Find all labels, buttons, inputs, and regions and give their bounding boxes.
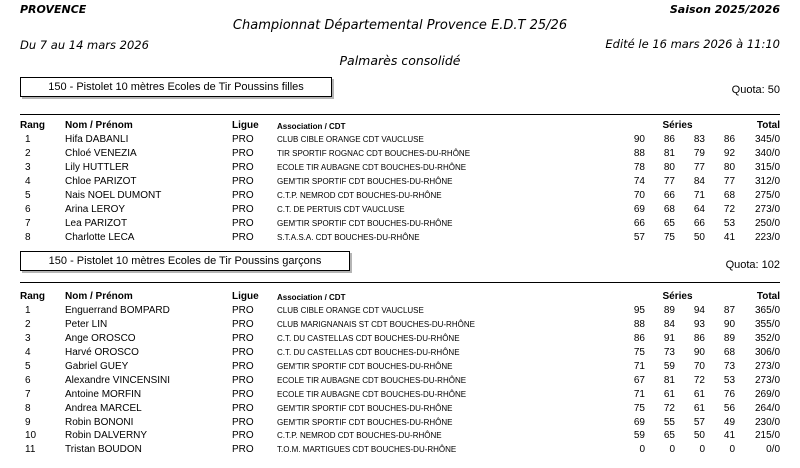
association-cell: CLUB CIBLE ORANGE CDT VAUCLUSE xyxy=(277,306,424,316)
table-row xyxy=(20,189,780,203)
series-cell: 74 xyxy=(633,176,645,188)
series-cell: 68 xyxy=(663,203,675,215)
rank-cell: 4 xyxy=(25,176,31,188)
rank-cell: 2 xyxy=(25,319,31,331)
table-row xyxy=(20,346,780,360)
total-cell: 365/0 xyxy=(755,305,781,317)
name-cell: Nais NOEL DUMONT xyxy=(65,190,162,201)
series-cell: 0 xyxy=(729,444,736,456)
series-cell: 66 xyxy=(693,217,705,229)
results-table-garcons xyxy=(20,287,780,457)
series-cell: 84 xyxy=(693,176,705,188)
table-row xyxy=(20,332,780,346)
series-cell: 71 xyxy=(633,361,645,372)
rank-cell: 2 xyxy=(25,148,31,160)
rank-cell: 5 xyxy=(25,361,31,372)
table-row xyxy=(20,429,780,443)
table-top-rule xyxy=(20,114,780,115)
series-cell: 49 xyxy=(723,416,736,428)
name-cell: Antoine MORFIN xyxy=(65,388,142,400)
series-cell: 64 xyxy=(693,203,705,215)
table-row xyxy=(20,443,780,457)
column-header-total: Total xyxy=(756,120,781,131)
total-cell: 0/0 xyxy=(766,444,781,456)
rank-cell: 7 xyxy=(25,388,31,400)
league-cell: PRO xyxy=(232,134,254,146)
total-cell: 230/0 xyxy=(755,416,781,428)
association-cell: C.T.P. NEMROD CDT BOUCHES-DU-RHÔNE xyxy=(277,431,442,441)
series-cell: 61 xyxy=(693,388,705,400)
league-cell: PRO xyxy=(232,361,254,372)
series-cell: 80 xyxy=(663,162,675,174)
table-row xyxy=(20,147,780,161)
series-cell: 0 xyxy=(699,444,705,456)
series-cell: 75 xyxy=(633,347,645,359)
series-cell: 50 xyxy=(693,231,705,243)
name-cell: Chloe PARIZOT xyxy=(65,176,137,188)
region-label: PROVENCE xyxy=(20,3,87,16)
series-cell: 92 xyxy=(723,148,736,160)
league-cell: PRO xyxy=(232,347,254,359)
series-cell: 57 xyxy=(693,416,705,428)
rank-cell: 9 xyxy=(25,416,31,428)
series-cell: 67 xyxy=(633,374,645,386)
series-cell: 75 xyxy=(633,402,645,414)
series-cell: 65 xyxy=(663,430,675,442)
table-row xyxy=(20,133,780,147)
series-cell: 59 xyxy=(633,430,645,442)
series-cell: 81 xyxy=(663,374,675,386)
total-cell: 273/0 xyxy=(755,374,781,386)
association-cell: GEM'TIR SPORTIF CDT BOUCHES-DU-RHÔNE xyxy=(277,177,453,187)
name-cell: Peter LIN xyxy=(65,319,108,331)
total-cell: 340/0 xyxy=(755,148,781,160)
series-cell: 75 xyxy=(663,231,675,243)
total-cell: 215/0 xyxy=(755,430,781,442)
table-row xyxy=(20,175,780,189)
series-cell: 77 xyxy=(663,176,675,188)
association-cell: CLUB MARIGNANAIS ST CDT BOUCHES-DU-RHÔNE xyxy=(277,320,475,330)
series-cell: 50 xyxy=(693,430,705,442)
league-cell: PRO xyxy=(232,333,254,345)
table-row xyxy=(20,304,780,318)
total-cell: 264/0 xyxy=(755,402,781,414)
rank-cell: 7 xyxy=(25,217,31,229)
series-cell: 77 xyxy=(693,162,705,174)
total-cell: 273/0 xyxy=(755,203,781,215)
name-cell: Arina LEROY xyxy=(65,203,126,215)
name-cell: Lea PARIZOT xyxy=(65,217,128,229)
total-cell: 345/0 xyxy=(755,134,781,146)
league-cell: PRO xyxy=(232,203,254,215)
table-row xyxy=(20,161,780,175)
season-label: Saison 2025/2026 xyxy=(669,3,780,16)
column-header-total: Total xyxy=(756,291,781,302)
total-cell: 355/0 xyxy=(755,319,781,331)
association-cell: T.O.M. MARTIGUES CDT BOUCHES-DU-RHÔNE xyxy=(277,445,457,455)
series-cell: 93 xyxy=(693,319,705,331)
league-cell: PRO xyxy=(232,416,254,428)
series-cell: 72 xyxy=(723,203,736,215)
series-cell: 84 xyxy=(663,319,675,331)
total-cell: 223/0 xyxy=(755,231,781,243)
column-header-series: Séries xyxy=(662,120,693,131)
series-cell: 65 xyxy=(663,217,675,229)
series-cell: 87 xyxy=(723,305,736,317)
section-title-box-garcons: 150 - Pistolet 10 mètres Ecoles de Tir Poussins garçons xyxy=(20,251,350,271)
name-cell: Lily HUTTLER xyxy=(65,162,129,174)
league-cell: PRO xyxy=(232,319,254,331)
series-cell: 86 xyxy=(633,333,645,345)
series-cell: 41 xyxy=(723,231,736,243)
column-header-league: Ligue xyxy=(232,120,259,131)
table-row xyxy=(20,373,780,387)
association-cell: C.T. DU CASTELLAS CDT BOUCHES-DU-RHÔNE xyxy=(277,348,460,358)
series-cell: 77 xyxy=(723,176,736,188)
league-cell: PRO xyxy=(232,162,254,174)
column-header-rank: Rang xyxy=(20,120,45,131)
league-cell: PRO xyxy=(232,430,254,442)
league-cell: PRO xyxy=(232,217,254,229)
series-cell: 79 xyxy=(693,148,705,160)
name-cell: Gabriel GUEY xyxy=(65,361,129,372)
name-cell: Chloé VENEZIA xyxy=(65,148,137,160)
rank-cell: 5 xyxy=(25,190,31,201)
series-cell: 71 xyxy=(693,190,705,201)
total-cell: 352/0 xyxy=(755,333,781,345)
series-cell: 66 xyxy=(663,190,675,201)
series-cell: 73 xyxy=(663,347,675,359)
page-subtitle: Palmarès consolidé xyxy=(339,53,461,68)
name-cell: Robin BONONI xyxy=(65,416,134,428)
series-cell: 94 xyxy=(693,305,705,317)
association-cell: C.T. DE PERTUIS CDT VAUCLUSE xyxy=(277,204,405,214)
rank-cell: 1 xyxy=(25,134,31,146)
series-cell: 86 xyxy=(663,134,675,146)
name-cell: Alexandre VINCENSINI xyxy=(65,374,171,386)
series-cell: 56 xyxy=(723,402,736,414)
column-header-name: Nom / Prénom xyxy=(65,120,133,131)
series-cell: 80 xyxy=(723,162,736,174)
name-cell: Robin DALVERNY xyxy=(65,430,148,442)
table-body-garcons xyxy=(20,304,780,457)
table-row xyxy=(20,415,780,429)
series-cell: 57 xyxy=(633,231,645,243)
series-cell: 61 xyxy=(693,402,705,414)
rank-cell: 8 xyxy=(25,402,31,414)
series-cell: 72 xyxy=(663,402,675,414)
rank-cell: 3 xyxy=(25,333,31,345)
table-header xyxy=(20,287,780,304)
league-cell: PRO xyxy=(232,444,254,456)
table-row xyxy=(20,230,780,244)
series-cell: 73 xyxy=(723,361,736,372)
league-cell: PRO xyxy=(232,402,254,414)
series-cell: 76 xyxy=(723,388,736,400)
series-cell: 55 xyxy=(663,416,675,428)
quota-label-garcons: Quota: 102 xyxy=(725,259,780,271)
column-header-league: Ligue xyxy=(232,291,259,302)
association-cell: ECOLE TIR AUBAGNE CDT BOUCHES-DU-RHÔNE xyxy=(277,163,467,173)
series-cell: 89 xyxy=(663,305,675,317)
series-cell: 78 xyxy=(633,162,645,174)
column-header-rank: Rang xyxy=(20,291,45,302)
table-row xyxy=(20,202,780,216)
series-cell: 90 xyxy=(633,134,645,146)
series-cell: 70 xyxy=(633,190,645,201)
rank-cell: 8 xyxy=(25,231,31,243)
column-header-name: Nom / Prénom xyxy=(65,291,133,302)
series-cell: 72 xyxy=(693,374,705,386)
total-cell: 306/0 xyxy=(755,347,781,359)
series-cell: 89 xyxy=(723,333,736,345)
league-cell: PRO xyxy=(232,176,254,188)
table-body-filles xyxy=(20,133,780,244)
name-cell: Harvé OROSCO xyxy=(65,347,139,359)
rank-cell: 4 xyxy=(25,347,31,359)
league-cell: PRO xyxy=(232,190,254,201)
series-cell: 88 xyxy=(633,319,645,331)
series-cell: 53 xyxy=(723,374,736,386)
league-cell: PRO xyxy=(232,148,254,160)
series-cell: 86 xyxy=(693,333,705,345)
series-cell: 90 xyxy=(693,347,705,359)
association-cell: GEM'TIR SPORTIF CDT BOUCHES-DU-RHÔNE xyxy=(277,403,453,413)
quota-label-filles: Quota: 50 xyxy=(731,84,780,96)
series-cell: 81 xyxy=(663,148,675,160)
association-cell: CLUB CIBLE ORANGE CDT VAUCLUSE xyxy=(277,135,424,145)
series-cell: 71 xyxy=(633,388,645,400)
name-cell: Ange OROSCO xyxy=(65,333,136,345)
association-cell: GEM'TIR SPORTIF CDT BOUCHES-DU-RHÔNE xyxy=(277,417,453,427)
total-cell: 269/0 xyxy=(755,388,781,400)
association-cell: C.T.P. NEMROD CDT BOUCHES-DU-RHÔNE xyxy=(277,191,442,200)
series-cell: 95 xyxy=(633,305,645,317)
table-row xyxy=(20,216,780,230)
series-cell: 0 xyxy=(639,444,645,456)
series-cell: 53 xyxy=(723,217,736,229)
rank-cell: 1 xyxy=(25,305,31,317)
association-cell: ECOLE TIR AUBAGNE CDT BOUCHES-DU-RHÔNE xyxy=(277,389,467,399)
results-table-filles xyxy=(20,116,780,244)
rank-cell: 10 xyxy=(25,430,37,442)
table-row xyxy=(20,360,780,374)
total-cell: 315/0 xyxy=(755,162,781,174)
rank-cell: 3 xyxy=(25,162,31,174)
name-cell: Andrea MARCEL xyxy=(65,402,142,414)
table-top-rule xyxy=(20,282,780,283)
association-cell: C.T. DU CASTELLAS CDT BOUCHES-DU-RHÔNE xyxy=(277,334,460,344)
series-cell: 66 xyxy=(633,217,645,229)
edition-date-label: Edité le 16 mars 2026 à 11:10 xyxy=(605,37,780,51)
series-cell: 88 xyxy=(633,148,645,160)
series-cell: 69 xyxy=(633,203,645,215)
column-header-association: Association / CDT xyxy=(277,122,346,131)
table-row xyxy=(20,387,780,401)
series-cell: 41 xyxy=(723,430,736,442)
rank-cell: 6 xyxy=(25,203,31,215)
series-cell: 59 xyxy=(663,361,675,372)
section-title-box-filles: 150 - Pistolet 10 mètres Ecoles de Tir Poussins filles xyxy=(20,77,332,97)
series-cell: 68 xyxy=(723,347,736,359)
table-header xyxy=(20,116,780,133)
association-cell: GEM'TIR SPORTIF CDT BOUCHES-DU-RHÔNE xyxy=(277,362,453,371)
page-title: Championnat Départemental Provence E.D.T 25/26 xyxy=(232,18,568,33)
association-cell: GEM'TIR SPORTIF CDT BOUCHES-DU-RHÔNE xyxy=(277,218,453,228)
name-cell: Charlotte LECA xyxy=(65,231,135,243)
association-cell: ECOLE TIR AUBAGNE CDT BOUCHES-DU-RHÔNE xyxy=(277,375,467,385)
total-cell: 275/0 xyxy=(755,190,781,201)
league-cell: PRO xyxy=(232,388,254,400)
series-cell: 91 xyxy=(663,333,675,345)
series-cell: 69 xyxy=(633,416,645,428)
name-cell: Tristan BOUDON xyxy=(65,444,142,456)
table-row xyxy=(20,318,780,332)
rank-cell: 6 xyxy=(25,374,31,386)
column-header-association: Association / CDT xyxy=(277,293,346,302)
total-cell: 312/0 xyxy=(755,176,781,188)
league-cell: PRO xyxy=(232,231,254,243)
table-row xyxy=(20,401,780,415)
total-cell: 250/0 xyxy=(755,217,781,229)
association-cell: TIR SPORTIF ROGNAC CDT BOUCHES-DU-RHÔNE xyxy=(277,149,471,159)
league-cell: PRO xyxy=(232,374,254,386)
association-cell: S.T.A.S.A. CDT BOUCHES-DU-RHÔNE xyxy=(277,232,420,242)
date-range-label: Du 7 au 14 mars 2026 xyxy=(20,38,149,52)
league-cell: PRO xyxy=(232,305,254,317)
series-cell: 70 xyxy=(693,361,705,372)
series-cell: 83 xyxy=(693,134,705,146)
series-cell: 90 xyxy=(723,319,736,331)
name-cell: Hifa DABANLI xyxy=(65,134,129,146)
rank-cell: 11 xyxy=(25,444,36,456)
series-cell: 68 xyxy=(723,190,736,201)
name-cell: Enguerrand BOMPARD xyxy=(65,305,170,317)
column-header-series: Séries xyxy=(662,291,693,302)
total-cell: 273/0 xyxy=(755,361,781,372)
series-cell: 86 xyxy=(723,134,736,146)
series-cell: 0 xyxy=(669,444,675,456)
series-cell: 61 xyxy=(663,388,675,400)
